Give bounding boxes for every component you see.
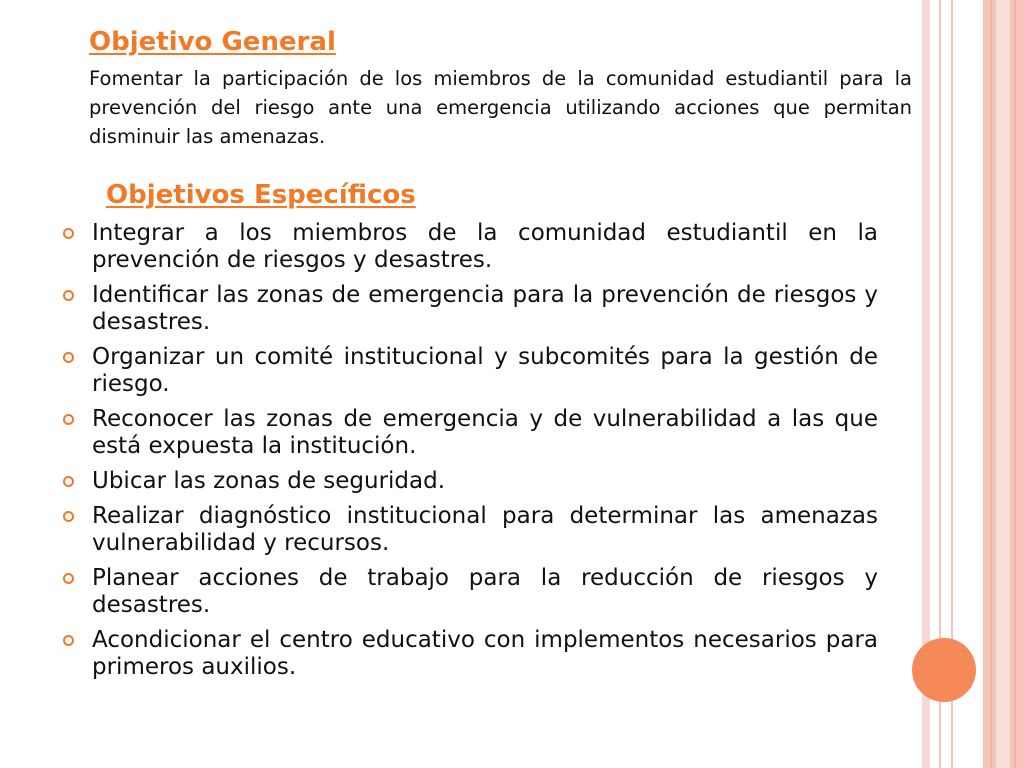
list-item [60, 565, 878, 619]
objetivo-general-title: Objetivo General [89, 27, 336, 57]
objetivos-especificos-title: Objetivos Específicos [106, 180, 416, 210]
list-item-text: Integrar a los miembros de la comunidad estudiantil en la prevención de riesgos y desastres. [92, 220, 878, 273]
bullet-icon [63, 476, 74, 487]
bullet-icon [63, 352, 74, 363]
list-item [60, 282, 878, 336]
list-item-text: Identificar las zonas de emergencia para la prevención de riesgos y desastres. [92, 282, 878, 335]
list-item [60, 627, 878, 681]
list-item [60, 468, 878, 495]
list-item-text: Planear acciones de trabajo para la reducción de riesgos y desastres. [92, 565, 878, 618]
list-item-text: Organizar un comité institucional y subcomités para la gestión de riesgo. [92, 344, 878, 397]
bullet-icon [63, 635, 74, 646]
list-item-text: Acondicionar el centro educativo con implementos necesarios para primeros auxilios. [92, 627, 878, 680]
right-frame-band-edge [990, 0, 992, 768]
bullet-icon [63, 511, 74, 522]
decorative-circle [912, 638, 976, 702]
right-frame-band-inner [996, 0, 1010, 768]
bullet-icon [63, 414, 74, 425]
list-item [60, 344, 878, 398]
list-item [60, 406, 878, 460]
list-item [60, 503, 878, 557]
bullet-icon [63, 290, 74, 301]
right-frame-band-edge [1014, 0, 1016, 768]
objetivos-especificos-list [60, 220, 878, 689]
list-item-text: Realizar diagnóstico institucional para determinar las amenazas vulnerabilidad y recursos. [92, 503, 878, 556]
list-item-text: Ubicar las zonas de seguridad. [92, 468, 446, 494]
bullet-icon [63, 228, 74, 239]
list-item [60, 220, 878, 274]
list-item-text: Reconocer las zonas de emergencia y de vulnerabilidad a las que está expuesta la institución. [92, 406, 878, 459]
bullet-icon [63, 573, 74, 584]
objetivo-general-text: Fomentar la participación de los miembros de la comunidad estudiantil para la prevención del riesgo ante una emergencia utilizando acciones que permitan disminuir las amenazas. [89, 67, 912, 148]
